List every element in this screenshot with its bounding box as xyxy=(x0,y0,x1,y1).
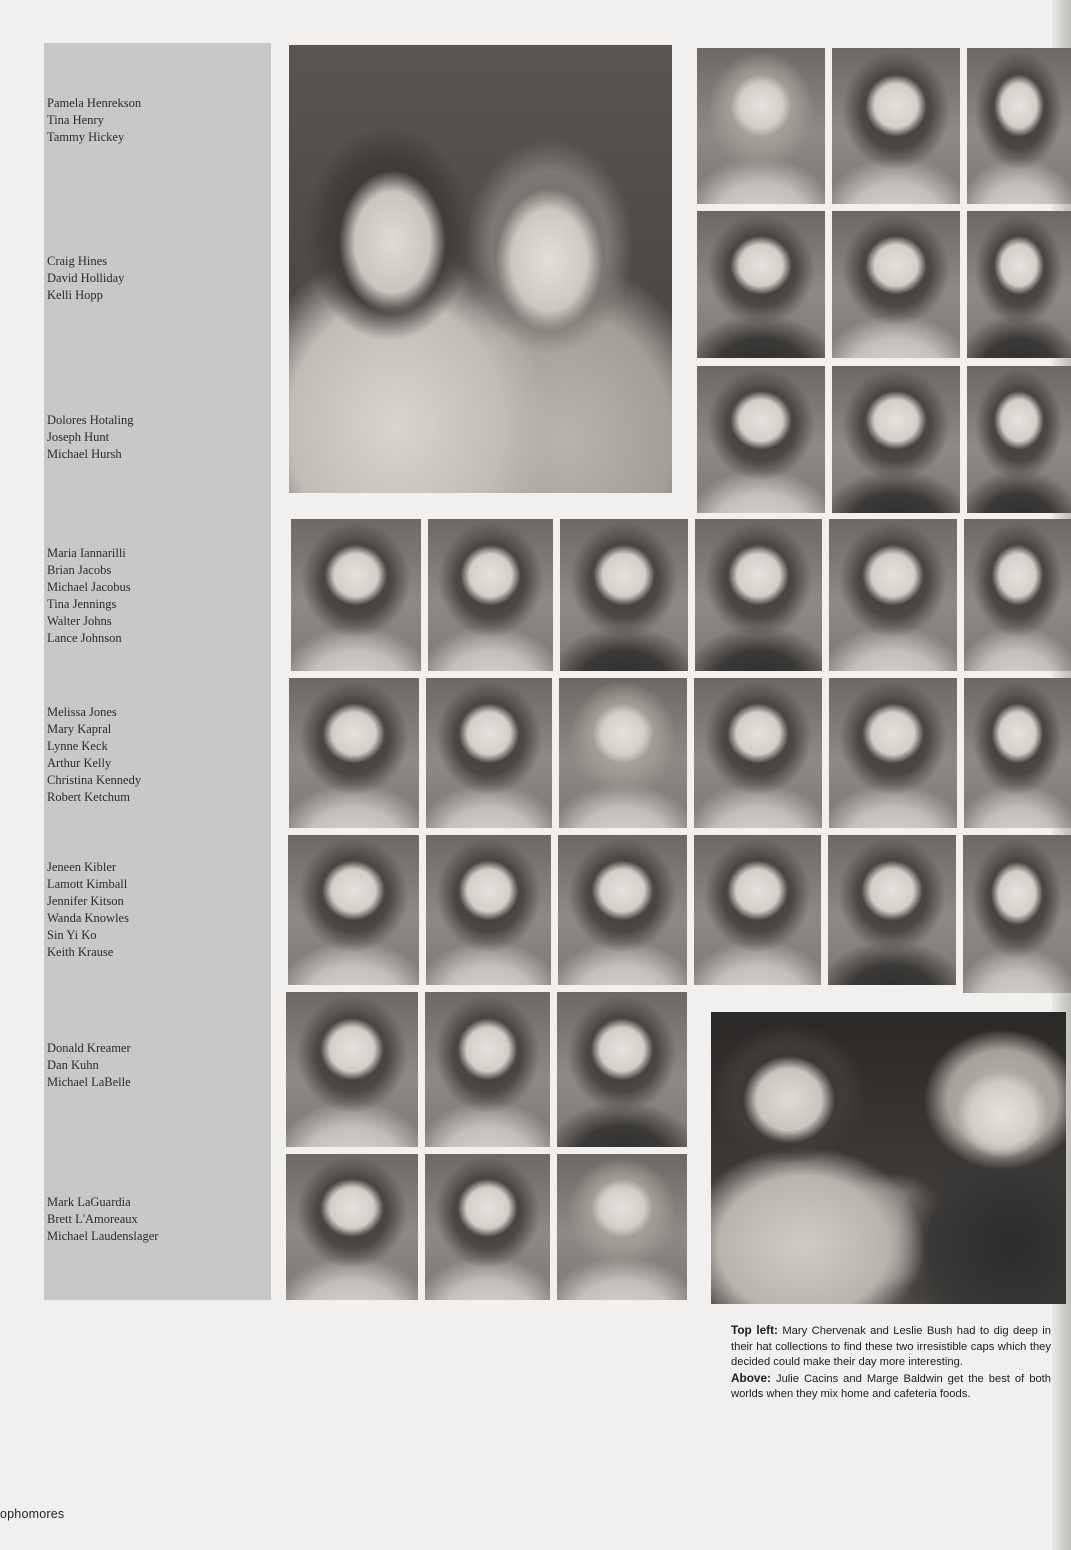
name-panel xyxy=(44,43,271,1300)
candid-photo-hats xyxy=(289,45,672,493)
student-name: Walter Johns xyxy=(47,614,112,628)
caption-top-left-label: Top left: xyxy=(731,1323,778,1337)
student-name: Tina Jennings xyxy=(47,597,117,611)
portrait-photo xyxy=(964,519,1071,671)
section-folio: ophomores xyxy=(0,1507,65,1521)
caption-top-left xyxy=(731,1323,1051,1371)
name-group-2 xyxy=(47,253,124,304)
portrait-photo xyxy=(560,519,688,671)
portrait-photo xyxy=(428,519,553,671)
name-group-8 xyxy=(47,1194,158,1245)
student-name: Dolores Hotaling xyxy=(47,413,134,427)
name-group-3 xyxy=(47,412,133,463)
name-group-4 xyxy=(47,545,131,647)
student-name: Arthur Kelly xyxy=(47,756,112,770)
student-name: Lynne Keck xyxy=(47,739,108,753)
student-name: Mark LaGuardia xyxy=(47,1195,131,1209)
portrait-photo xyxy=(557,992,687,1147)
student-name: Jeneen Kibler xyxy=(47,860,117,874)
portrait-photo xyxy=(286,1154,418,1300)
portrait-photo xyxy=(967,48,1071,204)
portrait-photo xyxy=(559,678,687,828)
portrait-photo xyxy=(558,835,687,985)
portrait-photo xyxy=(967,366,1071,513)
student-name: Joseph Hunt xyxy=(47,430,110,444)
student-name: Wanda Knowles xyxy=(47,911,129,925)
portrait-photo xyxy=(426,835,551,985)
student-name: Tammy Hickey xyxy=(47,130,125,144)
student-name: Brett L'Amoreaux xyxy=(47,1212,138,1226)
caption-above-label: Above: xyxy=(731,1370,771,1385)
portrait-photo xyxy=(697,48,825,204)
name-group-1 xyxy=(47,95,141,146)
student-name: Jennifer Kitson xyxy=(47,894,124,908)
portrait-photo xyxy=(832,366,960,513)
caption-above-text: Julie Cacins and Marge Baldwin get the best of both worlds when they mix home and cafeteria foods. xyxy=(731,1372,1051,1401)
portrait-photo xyxy=(695,519,822,671)
student-name: Dan Kuhn xyxy=(47,1058,99,1072)
portrait-photo xyxy=(963,835,1071,993)
portrait-photo xyxy=(829,678,957,828)
student-name: Michael LaBelle xyxy=(47,1075,131,1089)
student-name: Lance Johnson xyxy=(47,631,122,645)
student-name: Michael Jacobus xyxy=(47,580,131,594)
name-group-6 xyxy=(47,859,129,961)
portrait-photo xyxy=(697,366,825,513)
student-name: David Holliday xyxy=(47,271,125,285)
portrait-photo xyxy=(426,678,552,828)
portrait-photo xyxy=(694,835,821,985)
student-name: Robert Ketchum xyxy=(47,790,130,804)
caption-above xyxy=(731,1371,1051,1403)
portrait-photo xyxy=(832,48,960,204)
student-name: Lamott Kimball xyxy=(47,877,128,891)
portrait-photo xyxy=(425,992,550,1147)
portrait-photo xyxy=(557,1154,687,1300)
student-name: Donald Kreamer xyxy=(47,1041,131,1055)
name-group-7 xyxy=(47,1040,131,1091)
portrait-photo xyxy=(286,992,418,1147)
student-name: Michael Hursh xyxy=(47,447,122,461)
portrait-photo xyxy=(829,519,957,671)
student-name: Melissa Jones xyxy=(47,705,117,719)
photo-caption xyxy=(731,1323,1051,1403)
portrait-photo xyxy=(694,678,822,828)
portrait-photo xyxy=(832,211,960,358)
student-name: Maria Iannarilli xyxy=(47,546,126,560)
student-name: Keith Krause xyxy=(47,945,114,959)
candid-photo-cafeteria xyxy=(711,1012,1066,1304)
student-name: Pamela Henrekson xyxy=(47,96,142,110)
student-name: Michael Laudenslager xyxy=(47,1229,159,1243)
student-name: Brian Jacobs xyxy=(47,563,112,577)
portrait-photo xyxy=(291,519,421,671)
student-name: Kelli Hopp xyxy=(47,288,103,302)
student-name: Mary Kapral xyxy=(47,722,112,736)
caption-top-left-text: Mary Chervenak and Leslie Bush had to dig deep in their hat collections to find these two irresistible caps which they decided could make their day more interesting. xyxy=(731,1325,1051,1369)
student-name: Craig Hines xyxy=(47,254,108,268)
student-name: Tina Henry xyxy=(47,113,104,127)
student-name: Christina Kennedy xyxy=(47,773,142,787)
student-name: Sin Yi Ko xyxy=(47,928,97,942)
portrait-photo xyxy=(964,678,1071,828)
portrait-photo xyxy=(289,678,419,828)
name-group-5 xyxy=(47,704,141,806)
portrait-photo xyxy=(425,1154,550,1300)
portrait-photo xyxy=(697,211,825,358)
portrait-photo xyxy=(967,211,1071,358)
portrait-photo xyxy=(288,835,419,985)
portrait-photo xyxy=(828,835,956,985)
